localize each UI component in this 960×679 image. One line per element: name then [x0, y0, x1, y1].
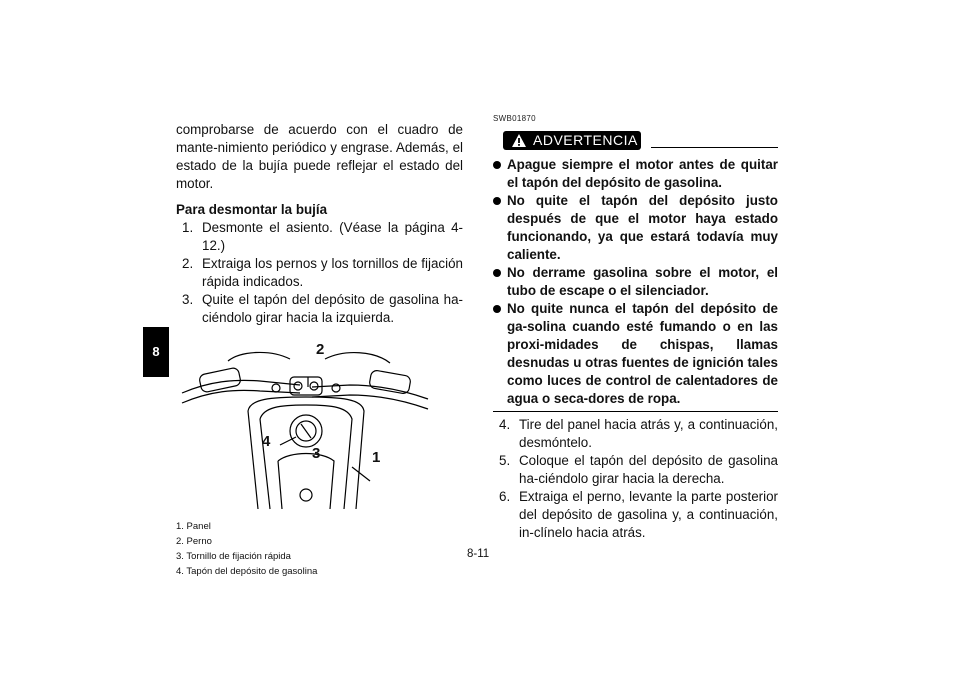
chapter-tab: 8	[143, 327, 169, 377]
step-1: 1. Desmonte el asiento. (Véase la página 4-12.)	[182, 220, 463, 253]
warning-item: No quite nunca el tapón del depósito de ga-solina cuando esté fumando o en las proxi-midades de chispas, llamas desnudas u otras fuentes de ignición tales como luces de control de calentadores de agua o seca-dores de ropa.	[493, 300, 778, 408]
warning-triangle-icon	[511, 133, 527, 148]
step-2: 2. Extraiga los pernos y los tornillos de fijación rápida indicados.	[182, 256, 463, 289]
warning-item: No quite el tapón del depósito justo después de que el motor haya estado funcionando, ya que estará todavía muy caliente.	[493, 192, 778, 264]
warning-item: No derrame gasolina sobre el motor, el tubo de escape o el silenciador.	[493, 264, 778, 300]
callout-1: 1	[372, 449, 381, 466]
warning-item: Apague siempre el motor antes de quitar el tapón del depósito de gasolina.	[493, 156, 778, 192]
caption-2: 2. Perno	[176, 536, 212, 547]
bullet-icon	[493, 197, 501, 205]
warning-header	[493, 130, 778, 152]
caption-4: 4. Tapón del depósito de gasolina	[176, 566, 318, 577]
warning-divider	[651, 147, 778, 148]
warning-code: SWB01870	[493, 114, 536, 123]
step-6: 6. Extraiga el perno, levante la parte posterior del depósito de gasolina y, a continuación, in-clínelo hacia atrás.	[499, 489, 778, 540]
left-column	[176, 121, 463, 579]
warning-title: ADVERTENCIA	[533, 132, 638, 148]
step-4: 4. Tire del panel hacia atrás y, a continuación, desmóntelo.	[499, 417, 778, 450]
callout-3: 3	[312, 445, 321, 462]
removal-steps	[176, 219, 463, 327]
bullet-icon	[493, 269, 501, 277]
step-3: 3. Quite el tapón del depósito de gasolina ha-ciéndolo girar hacia la izquierda.	[182, 292, 463, 325]
bullet-icon	[493, 305, 501, 313]
caption-3: 3. Tornillo de fijación rápida	[176, 551, 291, 562]
bullet-icon	[493, 161, 501, 169]
warning-end-rule	[493, 411, 778, 412]
step-5: 5. Coloque el tapón del depósito de gasolina ha-ciéndolo girar hacia la derecha.	[499, 453, 778, 486]
right-column	[493, 110, 778, 542]
page-number: 8-11	[467, 548, 490, 560]
warning-list	[493, 156, 778, 408]
section-heading: Para desmontar la bujía	[176, 202, 328, 217]
fuel-tank-illustration	[180, 341, 430, 511]
warning-badge	[503, 131, 641, 150]
intro-paragraph: comprobarse de acuerdo con el cuadro de mante-nimiento periódico y engrase. Además, el estado de la bujía puede reflejar el estado del motor.	[176, 122, 463, 191]
caption-1: 1. Panel	[176, 521, 211, 532]
callout-2: 2	[316, 341, 325, 358]
callout-4: 4	[262, 433, 271, 450]
figure-captions	[176, 519, 463, 579]
continued-steps	[493, 416, 778, 542]
